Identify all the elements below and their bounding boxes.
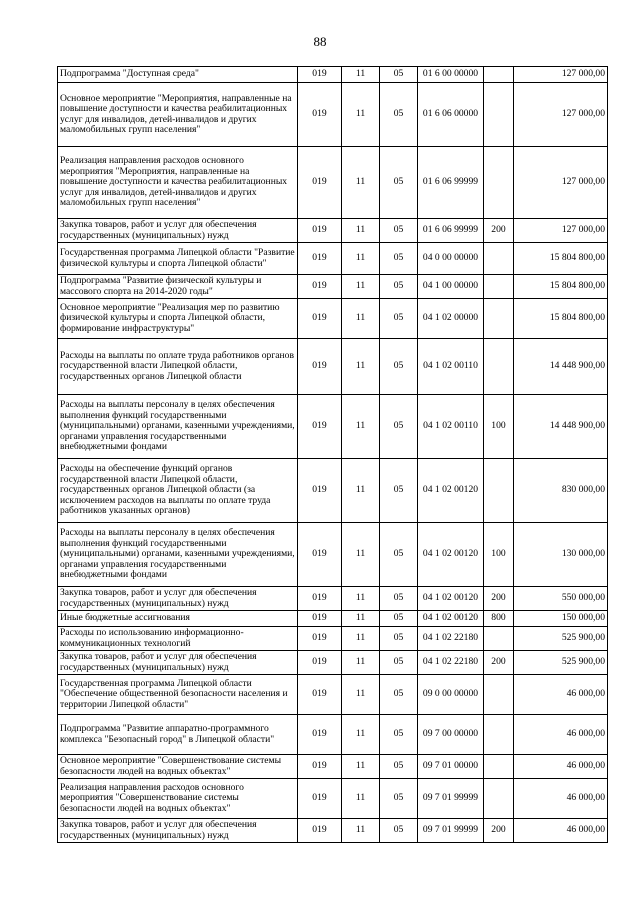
row-name: Государственная программа Липецкой области "Развитие физической культуры и спорта Липецкой области" <box>58 243 298 275</box>
section-code: 11 <box>342 395 380 459</box>
target-article-code: 04 1 02 22180 <box>418 627 484 651</box>
amount: 15 804 800,00 <box>514 299 608 339</box>
amount: 14 448 900,00 <box>514 395 608 459</box>
row-name: Подпрограмма "Доступная среда" <box>58 67 298 83</box>
table-row <box>58 651 608 675</box>
budget-table-body <box>58 67 608 843</box>
table-row <box>58 675 608 715</box>
target-article-code: 01 6 06 99999 <box>418 219 484 243</box>
amount: 130 000,00 <box>514 523 608 587</box>
expense-type-code <box>484 339 514 395</box>
target-article-code: 09 7 01 99999 <box>418 779 484 819</box>
table-row <box>58 715 608 755</box>
amount: 15 804 800,00 <box>514 243 608 275</box>
row-name: Закупка товаров, работ и услуг для обеспечения государственных (муниципальных) нужд <box>58 587 298 611</box>
subsection-code: 05 <box>380 339 418 395</box>
section-code: 11 <box>342 339 380 395</box>
target-article-code: 04 1 00 00000 <box>418 275 484 299</box>
table-row <box>58 587 608 611</box>
subsection-code: 05 <box>380 651 418 675</box>
amount: 127 000,00 <box>514 83 608 147</box>
expense-type-code <box>484 459 514 523</box>
section-code: 11 <box>342 715 380 755</box>
amount: 550 000,00 <box>514 587 608 611</box>
ministry-code: 019 <box>298 67 342 83</box>
amount: 46 000,00 <box>514 819 608 843</box>
expense-type-code: 200 <box>484 587 514 611</box>
expense-type-code: 800 <box>484 611 514 627</box>
expense-type-code <box>484 83 514 147</box>
subsection-code: 05 <box>380 83 418 147</box>
amount: 525 900,00 <box>514 627 608 651</box>
ministry-code: 019 <box>298 651 342 675</box>
table-row <box>58 627 608 651</box>
amount: 46 000,00 <box>514 755 608 779</box>
section-code: 11 <box>342 219 380 243</box>
section-code: 11 <box>342 587 380 611</box>
ministry-code: 019 <box>298 243 342 275</box>
row-name: Расходы на выплаты по оплате труда работников органов государственной власти Липецкой области, государственных органов Липецкой области <box>58 339 298 395</box>
ministry-code: 019 <box>298 715 342 755</box>
target-article-code: 09 0 00 00000 <box>418 675 484 715</box>
section-code: 11 <box>342 459 380 523</box>
target-article-code: 04 0 00 00000 <box>418 243 484 275</box>
ministry-code: 019 <box>298 395 342 459</box>
subsection-code: 05 <box>380 779 418 819</box>
amount: 46 000,00 <box>514 779 608 819</box>
ministry-code: 019 <box>298 459 342 523</box>
target-article-code: 01 6 06 00000 <box>418 83 484 147</box>
subsection-code: 05 <box>380 219 418 243</box>
expense-type-code <box>484 67 514 83</box>
table-row <box>58 67 608 83</box>
section-code: 11 <box>342 147 380 219</box>
row-name: Подпрограмма "Развитие физической культуры и массового спорта на 2014-2020 годы" <box>58 275 298 299</box>
amount: 15 804 800,00 <box>514 275 608 299</box>
amount: 127 000,00 <box>514 147 608 219</box>
amount: 150 000,00 <box>514 611 608 627</box>
expense-type-code <box>484 243 514 275</box>
subsection-code: 05 <box>380 819 418 843</box>
ministry-code: 019 <box>298 755 342 779</box>
target-article-code: 04 1 02 00000 <box>418 299 484 339</box>
table-row <box>58 523 608 587</box>
table-row <box>58 395 608 459</box>
target-article-code: 09 7 00 00000 <box>418 715 484 755</box>
subsection-code: 05 <box>380 523 418 587</box>
section-code: 11 <box>342 67 380 83</box>
row-name: Государственная программа Липецкой области "Обеспечение общественной безопасности населения и территории Липецкой области" <box>58 675 298 715</box>
expense-type-code <box>484 675 514 715</box>
row-name: Расходы на выплаты персоналу в целях обеспечения выполнения функций государственными (муниципальными) органами, казенными учреждениями, органами управления государственными внебюджетными фондами <box>58 523 298 587</box>
ministry-code: 019 <box>298 147 342 219</box>
table-row <box>58 779 608 819</box>
page-number: 88 <box>313 34 327 49</box>
section-code: 11 <box>342 779 380 819</box>
expense-type-code: 100 <box>484 395 514 459</box>
expense-type-code <box>484 147 514 219</box>
section-code: 11 <box>342 675 380 715</box>
target-article-code: 04 1 02 00120 <box>418 459 484 523</box>
amount: 127 000,00 <box>514 67 608 83</box>
row-name: Расходы на выплаты персоналу в целях обеспечения выполнения функций государственными (муниципальными) органами, казенными учреждениями, органами управления государственными внебюджетными фондами <box>58 395 298 459</box>
subsection-code: 05 <box>380 275 418 299</box>
subsection-code: 05 <box>380 299 418 339</box>
expense-type-code <box>484 779 514 819</box>
row-name: Реализация направления расходов основного мероприятия "Мероприятия, направленные на повышение доступности и качества реабилитационных услуг для инвалидов, детей-инвалидов и других маломобильных групп населения" <box>58 147 298 219</box>
section-code: 11 <box>342 243 380 275</box>
expense-type-code <box>484 299 514 339</box>
table-row <box>58 83 608 147</box>
amount: 46 000,00 <box>514 675 608 715</box>
expense-type-code <box>484 627 514 651</box>
ministry-code: 019 <box>298 219 342 243</box>
row-name: Реализация направления расходов основного мероприятия "Совершенствование системы безопасности людей на водных объектах" <box>58 779 298 819</box>
row-name: Основное мероприятие "Совершенствование системы безопасности людей на водных объектах" <box>58 755 298 779</box>
section-code: 11 <box>342 83 380 147</box>
row-name: Подпрограмма "Развитие аппаратно-программного комплекса "Безопасный город" в Липецкой области" <box>58 715 298 755</box>
section-code: 11 <box>342 299 380 339</box>
target-article-code: 04 1 02 00120 <box>418 611 484 627</box>
row-name: Основное мероприятие "Реализация мер по развитию физической культуры и спорта Липецкой области, формирование инфраструктуры" <box>58 299 298 339</box>
section-code: 11 <box>342 627 380 651</box>
row-name: Иные бюджетные ассигнования <box>58 611 298 627</box>
ministry-code: 019 <box>298 779 342 819</box>
target-article-code: 04 1 02 00120 <box>418 523 484 587</box>
ministry-code: 019 <box>298 587 342 611</box>
budget-table <box>57 66 608 843</box>
section-code: 11 <box>342 611 380 627</box>
subsection-code: 05 <box>380 587 418 611</box>
target-article-code: 04 1 02 00120 <box>418 587 484 611</box>
table-row <box>58 459 608 523</box>
target-article-code: 09 7 01 00000 <box>418 755 484 779</box>
expense-type-code <box>484 275 514 299</box>
subsection-code: 05 <box>380 67 418 83</box>
target-article-code: 04 1 02 22180 <box>418 651 484 675</box>
table-row <box>58 243 608 275</box>
ministry-code: 019 <box>298 523 342 587</box>
ministry-code: 019 <box>298 611 342 627</box>
amount: 525 900,00 <box>514 651 608 675</box>
expense-type-code <box>484 755 514 779</box>
ministry-code: 019 <box>298 299 342 339</box>
target-article-code: 01 6 00 00000 <box>418 67 484 83</box>
table-row <box>58 299 608 339</box>
subsection-code: 05 <box>380 147 418 219</box>
table-row <box>58 339 608 395</box>
ministry-code: 019 <box>298 819 342 843</box>
amount: 14 448 900,00 <box>514 339 608 395</box>
subsection-code: 05 <box>380 611 418 627</box>
ministry-code: 019 <box>298 275 342 299</box>
ministry-code: 019 <box>298 675 342 715</box>
row-name: Расходы на обеспечение функций органов государственной власти Липецкой области, государственных органов Липецкой области (за исключением расходов на выплаты по оплате труда работников указанных органов) <box>58 459 298 523</box>
table-row <box>58 819 608 843</box>
table-row <box>58 219 608 243</box>
expense-type-code: 100 <box>484 523 514 587</box>
table-row <box>58 611 608 627</box>
table-row <box>58 275 608 299</box>
expense-type-code: 200 <box>484 819 514 843</box>
ministry-code: 019 <box>298 339 342 395</box>
section-code: 11 <box>342 755 380 779</box>
table-row <box>58 147 608 219</box>
row-name: Расходы по использованию информационно-коммуникационных технологий <box>58 627 298 651</box>
section-code: 11 <box>342 651 380 675</box>
subsection-code: 05 <box>380 627 418 651</box>
section-code: 11 <box>342 275 380 299</box>
subsection-code: 05 <box>380 243 418 275</box>
subsection-code: 05 <box>380 715 418 755</box>
target-article-code: 09 7 01 99999 <box>418 819 484 843</box>
row-name: Закупка товаров, работ и услуг для обеспечения государственных (муниципальных) нужд <box>58 651 298 675</box>
expense-type-code <box>484 715 514 755</box>
expense-type-code: 200 <box>484 651 514 675</box>
section-code: 11 <box>342 819 380 843</box>
amount: 46 000,00 <box>514 715 608 755</box>
amount: 830 000,00 <box>514 459 608 523</box>
row-name: Основное мероприятие "Мероприятия, направленные на повышение доступности и качества реабилитационных услуг для инвалидов, детей-инвалидов и других маломобильных групп населения" <box>58 83 298 147</box>
table-row <box>58 755 608 779</box>
expense-type-code: 200 <box>484 219 514 243</box>
target-article-code: 04 1 02 00110 <box>418 395 484 459</box>
ministry-code: 019 <box>298 83 342 147</box>
target-article-code: 04 1 02 00110 <box>418 339 484 395</box>
subsection-code: 05 <box>380 755 418 779</box>
subsection-code: 05 <box>380 459 418 523</box>
target-article-code: 01 6 06 99999 <box>418 147 484 219</box>
subsection-code: 05 <box>380 395 418 459</box>
subsection-code: 05 <box>380 675 418 715</box>
section-code: 11 <box>342 523 380 587</box>
row-name: Закупка товаров, работ и услуг для обеспечения государственных (муниципальных) нужд <box>58 819 298 843</box>
amount: 127 000,00 <box>514 219 608 243</box>
row-name: Закупка товаров, работ и услуг для обеспечения государственных (муниципальных) нужд <box>58 219 298 243</box>
ministry-code: 019 <box>298 627 342 651</box>
